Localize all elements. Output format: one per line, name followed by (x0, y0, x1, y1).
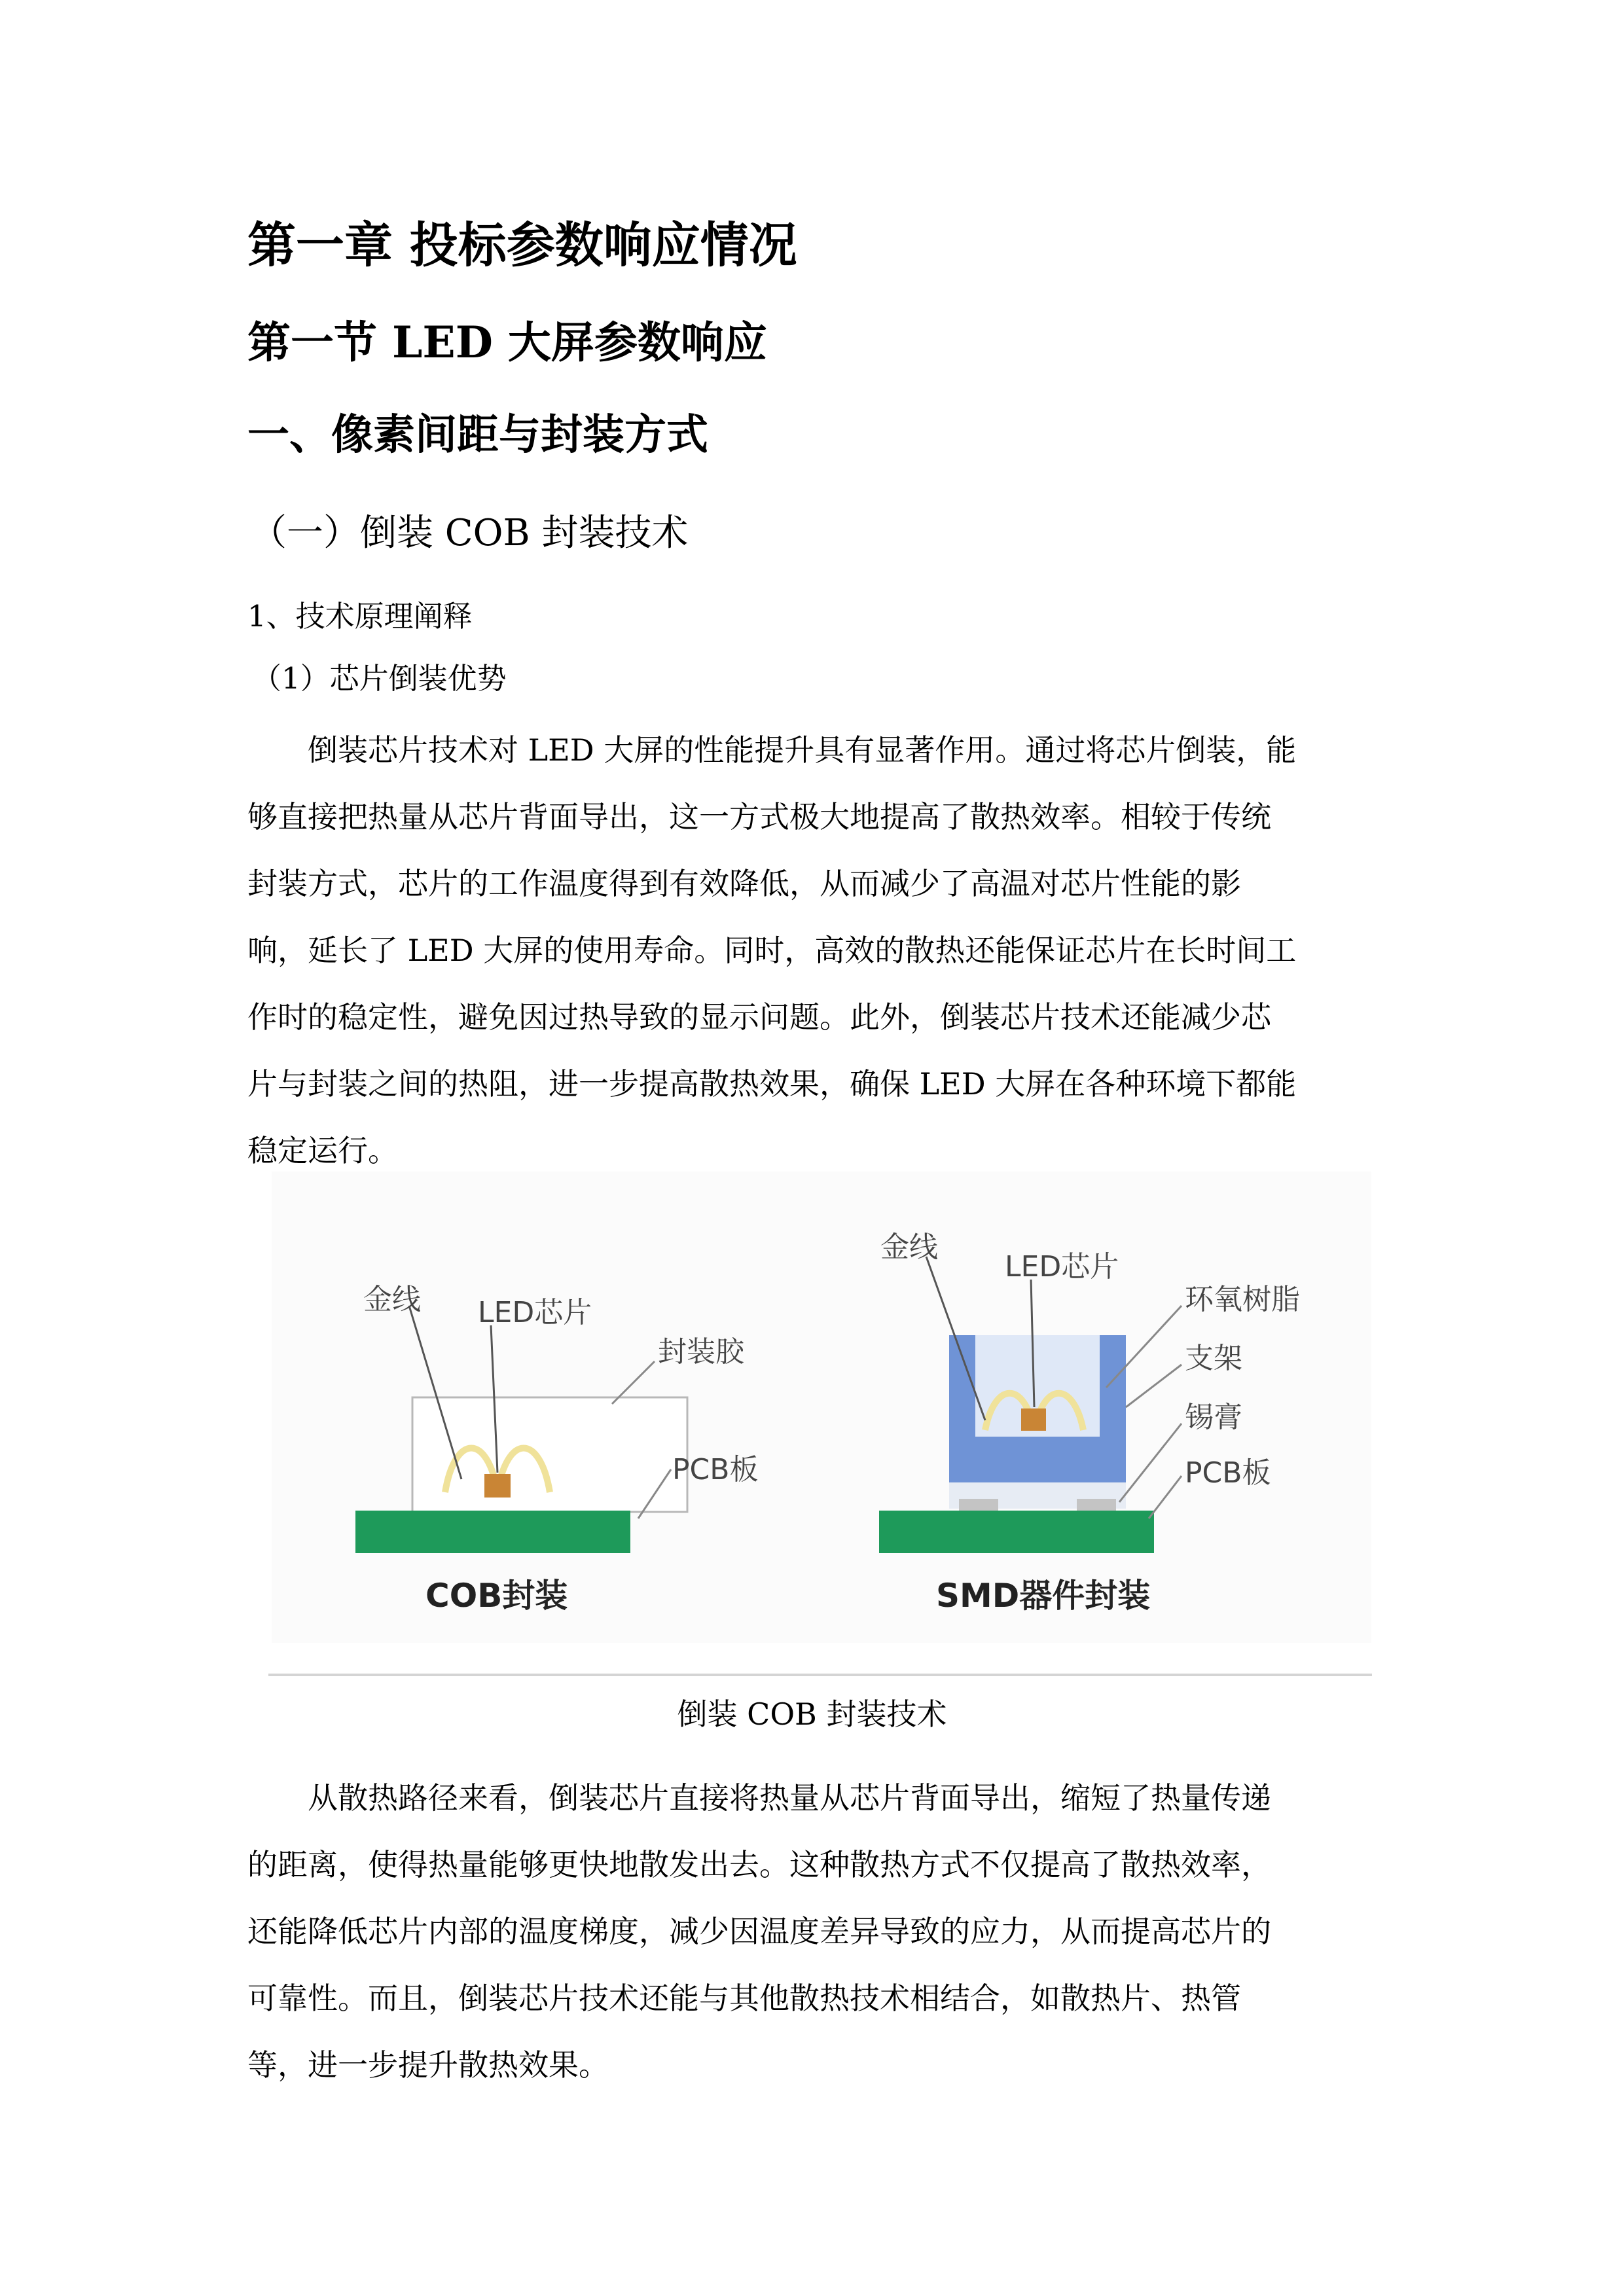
paragraph-line: 倒装芯片技术对 LED 大屏的性能提升具有显著作用。通过将芯片倒装，能 (308, 732, 1297, 768)
smd-solder-label: 锡膏 (1185, 1401, 1242, 1434)
item-heading: 1、技术原理阐释 (247, 599, 473, 634)
paragraph-line: 等，进一步提升散热效果。 (247, 2047, 609, 2083)
paragraph-line: 稳定运行。 (247, 1133, 398, 1168)
smd-caption: SMD器件封装 (936, 1577, 1151, 1615)
smd-solder-right (1077, 1499, 1116, 1512)
smd-bracket-label: 支架 (1185, 1342, 1242, 1375)
sub-item-heading: （一）倒装 COB 封装技术 (250, 512, 689, 554)
cob-pcb-label: PCB板 (672, 1453, 759, 1486)
cob-led-chip-label: LED芯片 (478, 1296, 592, 1329)
paragraph-line: 片与封装之间的热阻，进一步提高散热效果，确保 LED 大屏在各种环境下都能 (247, 1066, 1297, 1102)
cob-caption: COB封装 (425, 1577, 568, 1615)
smd-pcb-board (879, 1511, 1154, 1553)
subsection-title: 一、像素间距与封装方式 (247, 410, 708, 459)
figure-divider (268, 1674, 1372, 1676)
packaging-diagram (272, 1172, 1371, 1643)
paragraph-line: 作时的稳定性，避免因过热导致的显示问题。此外，倒装芯片技术还能减少芯 (247, 999, 1271, 1035)
packaging-comparison-figure (272, 1172, 1371, 1643)
paragraph-heat-path (247, 1765, 1373, 2098)
smd-led-chip (1021, 1408, 1046, 1431)
smd-solder-left (959, 1499, 998, 1512)
paragraph-line: 响，延长了 LED 大屏的使用寿命。同时，高效的散热还能保证芯片在长时间工 (247, 933, 1297, 968)
figure-caption: 倒装 COB 封装技术 (677, 1696, 947, 1732)
paragraph-line: 的距离，使得热量能够更快地散发出去。这种散热方式不仅提高了散热效率， (247, 1847, 1271, 1882)
paragraph-line: 够直接把热量从芯片背面导出，这一方式极大地提高了散热效率。相较于传统 (247, 799, 1271, 834)
subitem-heading: （1）芯片倒装优势 (252, 661, 507, 696)
paragraph-line: 可靠性。而且，倒装芯片技术还能与其他散热技术相结合，如散热片、热管 (247, 1981, 1241, 2016)
smd-epoxy-label: 环氧树脂 (1185, 1283, 1300, 1316)
cob-pcb-board (355, 1511, 630, 1553)
smd-pcb-label: PCB板 (1185, 1456, 1271, 1490)
smd-led-chip-label: LED芯片 (1005, 1250, 1119, 1283)
paragraph-chip-flip-advantage (247, 717, 1373, 1184)
paragraph-line: 还能降低芯片内部的温度梯度，减少因温度差异导致的应力，从而提高芯片的 (247, 1914, 1271, 1949)
chapter-title: 第一章 投标参数响应情况 (247, 217, 797, 274)
paragraph-line: 封装方式，芯片的工作温度得到有效降低，从而减少了高温对芯片性能的影 (247, 866, 1241, 901)
smd-gold-wire-label: 金线 (880, 1230, 938, 1264)
cob-led-chip (484, 1474, 511, 1498)
cob-encapsulant-label: 封装胶 (658, 1335, 744, 1369)
cob-gold-wire-label: 金线 (363, 1283, 421, 1316)
section-title: 第一节 LED 大屏参数响应 (247, 317, 767, 368)
paragraph-line: 从散热路径来看，倒装芯片直接将热量从芯片背面导出，缩短了热量传递 (308, 1780, 1271, 1816)
